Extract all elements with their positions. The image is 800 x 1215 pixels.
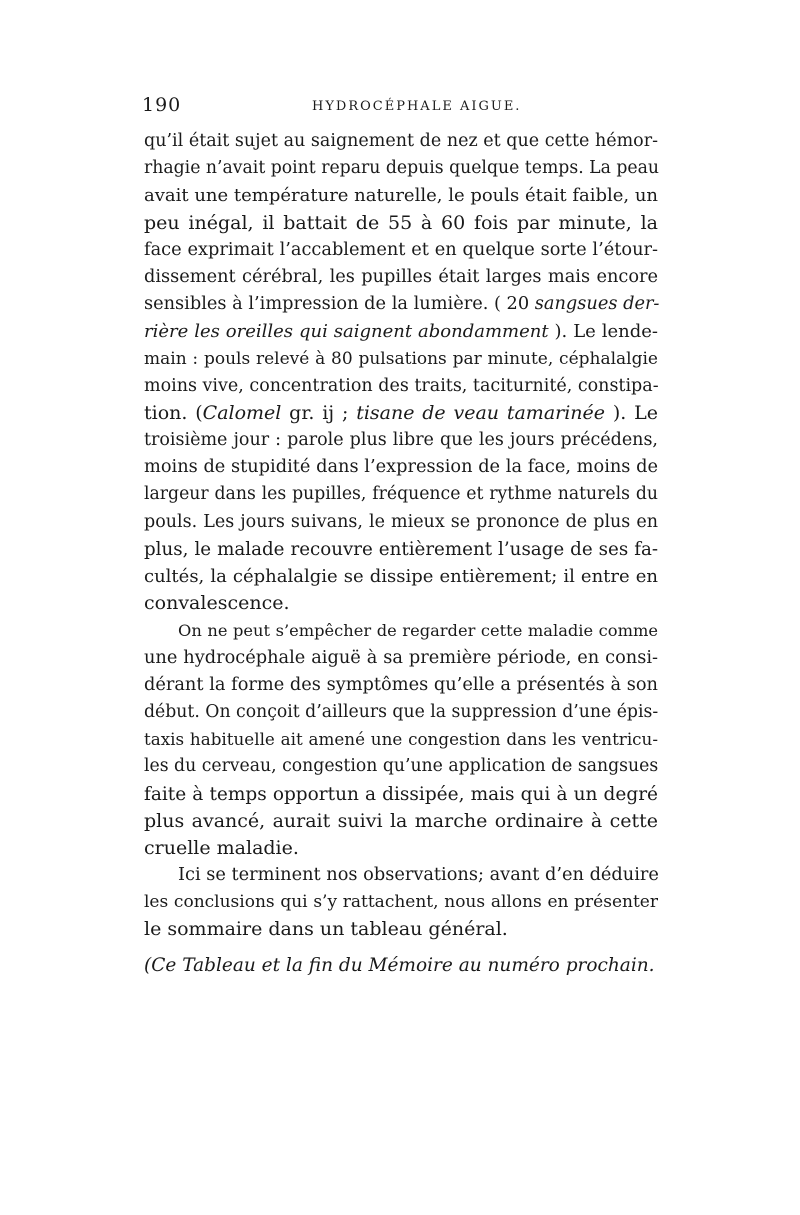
text-line: largeur dans les pupilles, fréquence et rythme naturels du — [144, 484, 658, 505]
text-line: faite à temps opportun a dissipée, mais qui à un degré — [144, 783, 658, 805]
text-line: taxis habituelle ait amené une congestion dans les ventricu- — [144, 729, 658, 750]
text-line: tion. (Calomel gr. ij ; tisane de veau tamarinée ). Le — [144, 401, 658, 424]
text-line: sensibles à l’impression de la lumière. ( 20 sangsues der- — [144, 294, 660, 315]
text-line: peu inégal, il battait de 55 à 60 fois par minute, la — [144, 211, 658, 234]
text-line: qu’il était sujet au saignement de nez et que cette hémor- — [144, 131, 658, 151]
text-line: main : pouls relevé à 80 pulsations par minute, céphalalgie — [144, 348, 658, 369]
closing-note: (Ce Tableau et la fin du Mémoire au numéro prochain. — [144, 954, 655, 976]
text-line: convalescence. — [144, 592, 290, 615]
text-line: rière les oreilles qui saignent abondamment ). Le lende- — [144, 321, 658, 343]
paragraph-first-line: Ici se terminent nos observations; avant d’en déduire — [178, 865, 659, 886]
text-line: plus avancé, aurait suivi la marche ordinaire à cette — [144, 809, 658, 832]
text-line: face exprimait l’accablement et en quelque sorte l’étour- — [144, 239, 658, 260]
text-line: pouls. Les jours suivans, le mieux se prononce de plus en — [144, 511, 658, 532]
text-line: dérant la forme des symptômes qu’elle a présentés à son — [144, 674, 658, 695]
text-line: dissement cérébral, les pupilles était larges mais encore — [144, 266, 658, 287]
text-line: les du cerveau, congestion qu’une application de sangsues — [144, 756, 659, 777]
text-line: rhagie n’avait point reparu depuis quelque temps. La peau — [144, 158, 660, 179]
text-line: moins de stupidité dans l’expression de la face, moins de — [144, 457, 658, 478]
running-head: HYDROCÉPHALE AIGUE. — [312, 99, 522, 114]
paragraph-first-line: On ne peut s’empêcher de regarder cette maladie comme — [178, 621, 658, 641]
page-number: 190 — [142, 94, 182, 116]
body-text — [144, 128, 658, 979]
text-line: cultés, la céphalalgie se dissipe entièrement; il entre en — [144, 566, 658, 587]
text-line: plus, le malade recouvre entièrement l’usage de ses fa- — [144, 538, 658, 560]
text-line: début. On conçoit d’ailleurs que la suppression d’une épis- — [144, 701, 659, 722]
text-line: avait une température naturelle, le pouls était faible, un — [144, 185, 659, 207]
text-line: moins vive, concentration des traits, taciturnité, constipa- — [144, 375, 659, 396]
page-header — [142, 94, 662, 122]
text-line: les conclusions qui s’y rattachent, nous allons en présenter — [144, 892, 658, 913]
italic-text: sangsues der- — [534, 294, 660, 315]
italic-text: Calomel — [202, 401, 282, 424]
text-line: cruelle maladie. — [144, 836, 299, 859]
text-line: le sommaire dans un tableau général. — [144, 918, 508, 941]
text-line: une hydrocéphale aiguë à sa première période, en consi- — [144, 647, 658, 668]
italic-text: tisane de veau tamarinée — [356, 401, 606, 424]
text-line: troisième jour : parole plus libre que les jours précédens, — [144, 430, 658, 451]
italic-text: rière les oreilles qui saignent abondamment — [144, 321, 549, 343]
